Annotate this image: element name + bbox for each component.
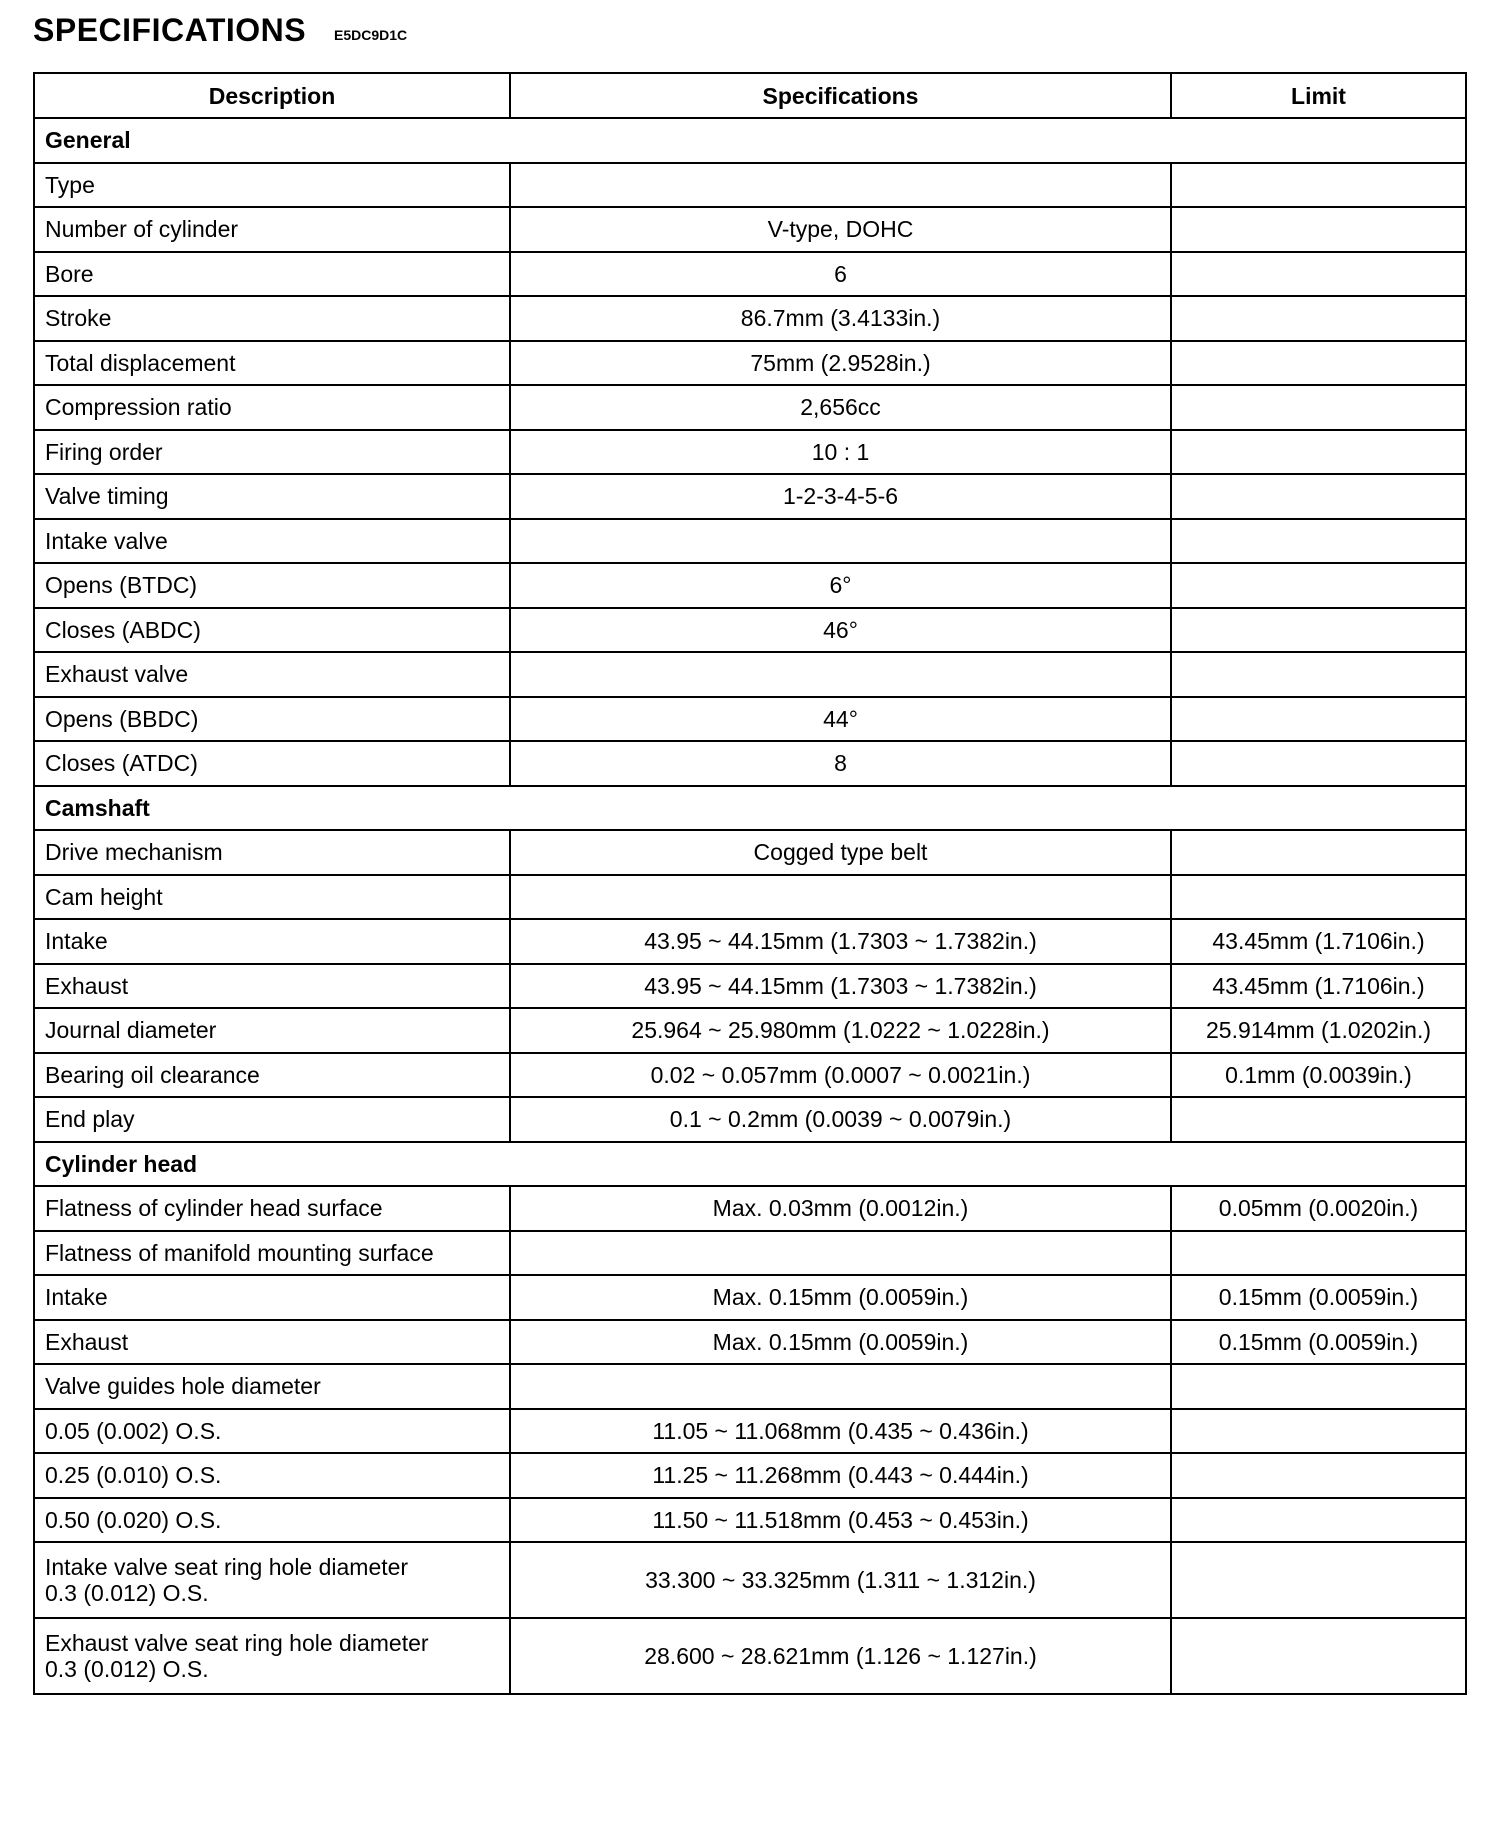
limit-cell [1171,1618,1466,1694]
limit-cell [1171,1097,1466,1142]
description-cell: Firing order [34,430,510,475]
description-cell: Valve guides hole diameter [34,1364,510,1409]
header-limit: Limit [1171,73,1466,118]
specification-cell: 86.7mm (3.4133in.) [510,296,1171,341]
description-cell: Cam height [34,875,510,920]
specification-cell [510,519,1171,564]
description-cell: Compression ratio [34,385,510,430]
specification-cell: 44° [510,697,1171,742]
limit-cell [1171,697,1466,742]
description-cell: Intake [34,919,510,964]
limit-cell [1171,1542,1466,1618]
specification-cell: 0.02 ~ 0.057mm (0.0007 ~ 0.0021in.) [510,1053,1171,1098]
description-cell: Drive mechanism [34,830,510,875]
specification-cell: 2,656cc [510,385,1171,430]
table-row [34,1097,1466,1142]
table-row [34,519,1466,564]
specifications-table [33,72,1467,1695]
limit-cell: 25.914mm (1.0202in.) [1171,1008,1466,1053]
description-line-2: 0.3 (0.012) O.S. [45,1580,209,1606]
description-cell: Total displacement [34,341,510,386]
specification-cell: 43.95 ~ 44.15mm (1.7303 ~ 1.7382in.) [510,964,1171,1009]
specification-cell: 11.25 ~ 11.268mm (0.443 ~ 0.444in.) [510,1453,1171,1498]
table-row [34,1364,1466,1409]
limit-cell [1171,519,1466,564]
description-cell: Flatness of manifold mounting surface [34,1231,510,1276]
section-heading: General [34,118,1466,163]
specification-cell: 28.600 ~ 28.621mm (1.126 ~ 1.127in.) [510,1618,1171,1694]
description-cell: Closes (ATDC) [34,741,510,786]
section-code: E5DC9D1C [334,27,408,43]
specification-cell: 1-2-3-4-5-6 [510,474,1171,519]
table-row [34,1231,1466,1276]
section-heading: Cylinder head [34,1142,1466,1187]
description-line-1: Intake valve seat ring hole diameter [45,1554,409,1580]
table-row [34,1320,1466,1365]
limit-cell: 0.05mm (0.0020in.) [1171,1186,1466,1231]
specification-cell: V-type, DOHC [510,207,1171,252]
description-cell: End play [34,1097,510,1142]
specification-cell: 11.50 ~ 11.518mm (0.453 ~ 0.453in.) [510,1498,1171,1543]
table-row [34,252,1466,297]
table-row [34,1542,1466,1618]
specification-cell [510,652,1171,697]
table-row [34,474,1466,519]
table-row [34,1186,1466,1231]
header-specifications: Specifications [510,73,1171,118]
description-line-1: Exhaust valve seat ring hole diameter [45,1630,429,1656]
table-row [34,563,1466,608]
table-row [34,697,1466,742]
limit-cell [1171,163,1466,208]
specification-cell: 6° [510,563,1171,608]
section-row [34,118,1466,163]
description-cell: Intake [34,1275,510,1320]
limit-cell [1171,1364,1466,1409]
limit-cell [1171,608,1466,653]
description-cell: Valve timing [34,474,510,519]
specification-cell: 25.964 ~ 25.980mm (1.0222 ~ 1.0228in.) [510,1008,1171,1053]
table-row [34,741,1466,786]
specification-cell: Max. 0.15mm (0.0059in.) [510,1275,1171,1320]
page-title: SPECIFICATIONS [33,12,307,48]
specification-cell: Max. 0.03mm (0.0012in.) [510,1186,1171,1231]
limit-cell [1171,474,1466,519]
limit-cell [1171,207,1466,252]
table-row [34,1618,1466,1694]
limit-cell [1171,385,1466,430]
limit-cell: 0.1mm (0.0039in.) [1171,1053,1466,1098]
limit-cell [1171,296,1466,341]
table-row [34,1498,1466,1543]
specification-cell [510,875,1171,920]
limit-cell [1171,875,1466,920]
description-cell: 0.50 (0.020) O.S. [34,1498,510,1543]
specification-cell [510,1364,1171,1409]
limit-cell [1171,741,1466,786]
description-cell: 0.25 (0.010) O.S. [34,1453,510,1498]
specification-cell: 33.300 ~ 33.325mm (1.311 ~ 1.312in.) [510,1542,1171,1618]
description-cell: Journal diameter [34,1008,510,1053]
table-row [34,1275,1466,1320]
table-row [34,919,1466,964]
description-cell: Bearing oil clearance [34,1053,510,1098]
table-row [34,296,1466,341]
description-cell: Stroke [34,296,510,341]
specification-cell: 8 [510,741,1171,786]
table-row [34,1453,1466,1498]
table-row [34,207,1466,252]
table-header-row [34,73,1466,118]
specification-cell: 6 [510,252,1171,297]
table-row [34,1008,1466,1053]
specification-cell: Max. 0.15mm (0.0059in.) [510,1320,1171,1365]
description-cell: Intake valve [34,519,510,564]
description-cell: Opens (BTDC) [34,563,510,608]
specification-cell: 75mm (2.9528in.) [510,341,1171,386]
table-row [34,652,1466,697]
description-cell [34,1542,510,1618]
header-description: Description [34,73,510,118]
limit-cell [1171,1231,1466,1276]
limit-cell: 43.45mm (1.7106in.) [1171,964,1466,1009]
description-cell: Exhaust valve [34,652,510,697]
description-cell: Flatness of cylinder head surface [34,1186,510,1231]
table-row [34,430,1466,475]
table-row [34,1409,1466,1454]
description-cell: Opens (BBDC) [34,697,510,742]
description-cell: Closes (ABDC) [34,608,510,653]
description-cell [34,1618,510,1694]
specification-cell: 11.05 ~ 11.068mm (0.435 ~ 0.436in.) [510,1409,1171,1454]
description-cell: Bore [34,252,510,297]
limit-cell [1171,563,1466,608]
limit-cell: 43.45mm (1.7106in.) [1171,919,1466,964]
limit-cell [1171,252,1466,297]
specification-cell [510,163,1171,208]
description-cell: Exhaust [34,1320,510,1365]
limit-cell: 0.15mm (0.0059in.) [1171,1275,1466,1320]
table-row [34,385,1466,430]
table-row [34,1053,1466,1098]
section-heading: Camshaft [34,786,1466,831]
description-cell: 0.05 (0.002) O.S. [34,1409,510,1454]
table-row [34,830,1466,875]
limit-cell [1171,1498,1466,1543]
limit-cell [1171,1453,1466,1498]
table-row [34,163,1466,208]
limit-cell [1171,830,1466,875]
limit-cell [1171,430,1466,475]
description-cell: Type [34,163,510,208]
description-cell: Number of cylinder [34,207,510,252]
description-line-2: 0.3 (0.012) O.S. [45,1656,209,1682]
limit-cell [1171,1409,1466,1454]
specification-cell: 43.95 ~ 44.15mm (1.7303 ~ 1.7382in.) [510,919,1171,964]
specification-cell: Cogged type belt [510,830,1171,875]
limit-cell: 0.15mm (0.0059in.) [1171,1320,1466,1365]
section-row [34,1142,1466,1187]
description-cell: Exhaust [34,964,510,1009]
specification-cell [510,1231,1171,1276]
section-row [34,786,1466,831]
table-row [34,875,1466,920]
specification-cell: 0.1 ~ 0.2mm (0.0039 ~ 0.0079in.) [510,1097,1171,1142]
table-row [34,964,1466,1009]
limit-cell [1171,341,1466,386]
specification-cell: 10 : 1 [510,430,1171,475]
table-row [34,341,1466,386]
table-row [34,608,1466,653]
limit-cell [1171,652,1466,697]
specification-cell: 46° [510,608,1171,653]
